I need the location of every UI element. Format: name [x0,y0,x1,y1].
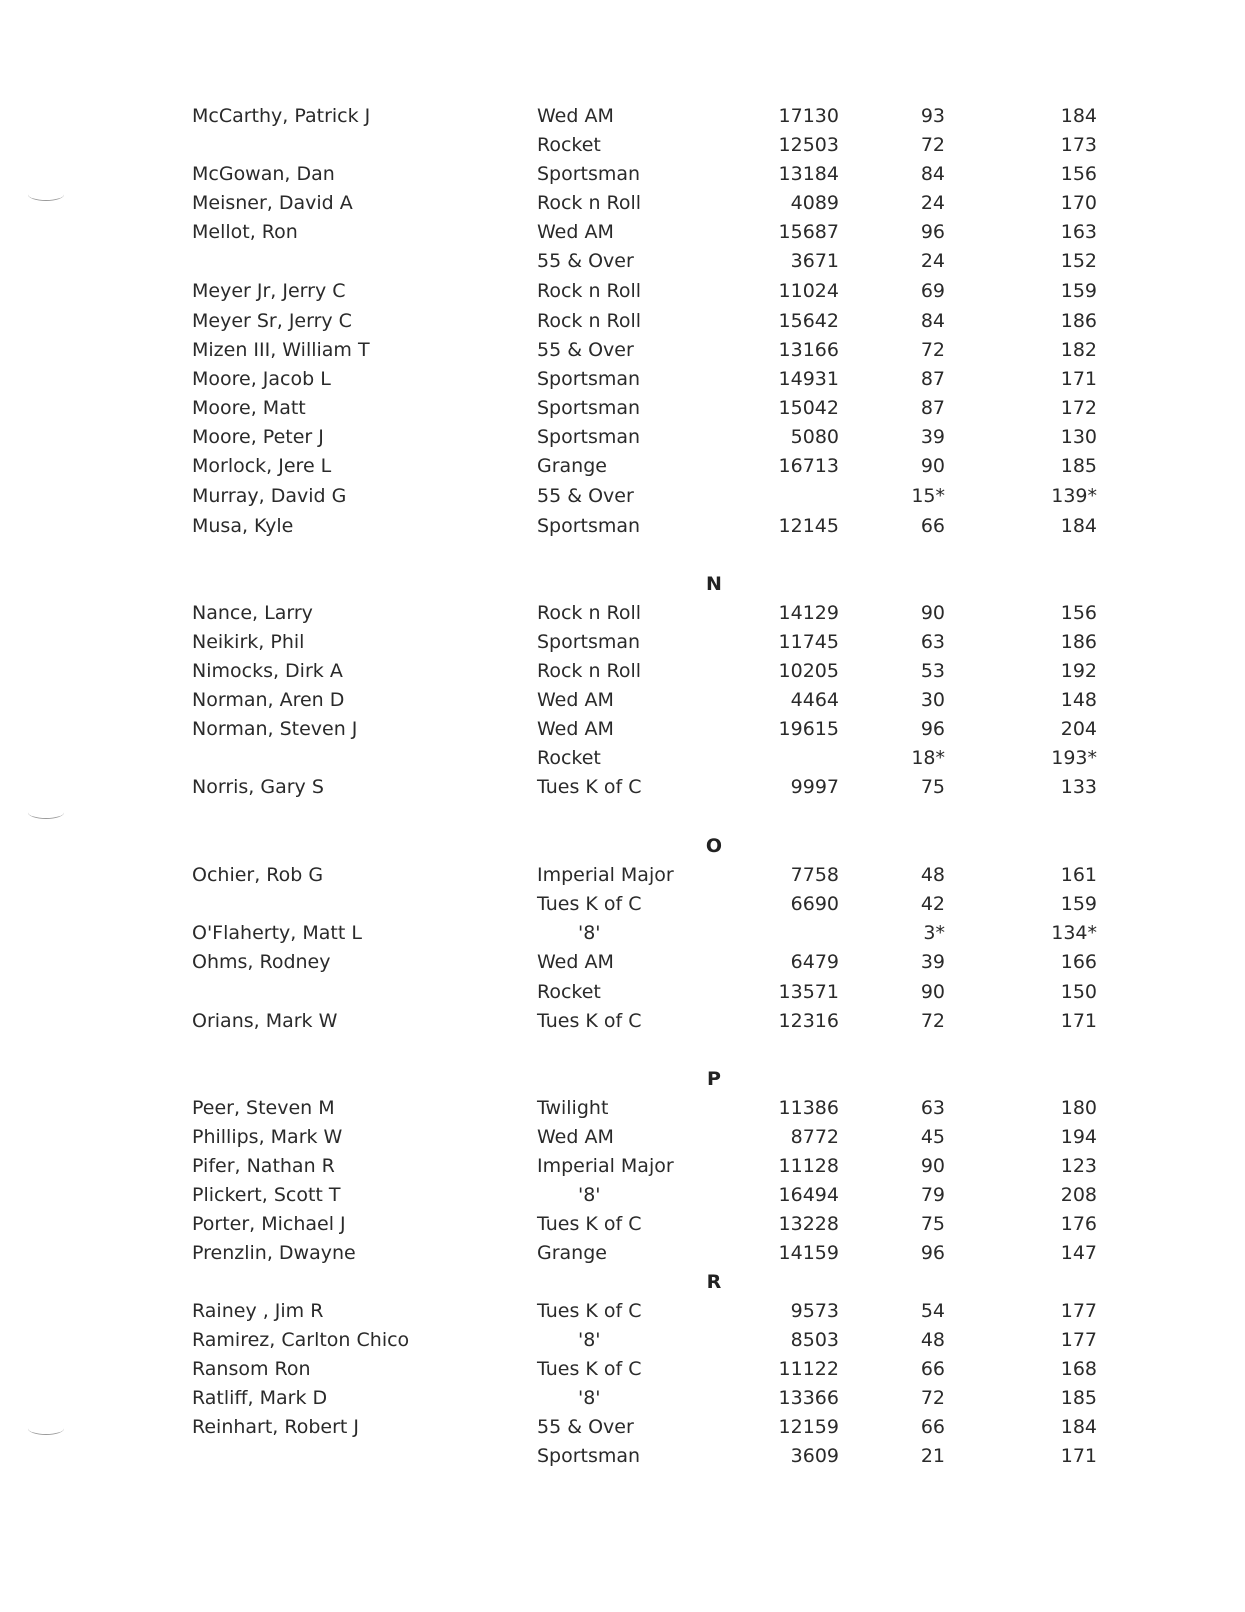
bowler-name: Peer, Steven M [192,1097,335,1119]
bowler-name: Rainey , Jim R [192,1300,324,1322]
average: 177 [1060,1329,1097,1351]
bowler-row [0,422,1245,452]
total-pins: 13366 [778,1387,839,1409]
total-pins: 13184 [778,163,839,185]
league-name: 55 & Over [537,485,634,507]
league-name: Rock n Roll [537,660,642,682]
games-bowled: 53 [920,660,945,682]
total-pins: 17130 [778,105,839,127]
bowler-row [0,947,1245,977]
league-name: Wed AM [537,105,614,127]
games-bowled: 18* [911,747,945,769]
average: 147 [1060,1242,1097,1264]
total-pins: 11128 [778,1155,839,1177]
games-bowled: 66 [920,515,945,537]
average: 186 [1060,631,1097,653]
bowler-name: Moore, Jacob L [192,368,331,390]
bowler-row [0,1238,1245,1268]
bowler-name: Mellot, Ron [192,221,298,243]
league-name: '8' [578,1387,601,1409]
games-bowled: 75 [920,776,945,798]
bowler-name: Meyer Sr, Jerry C [192,310,352,332]
league-name: Tues K of C [537,1300,642,1322]
bowler-name: Porter, Michael J [192,1213,346,1235]
games-bowled: 72 [920,134,945,156]
bowler-row [0,743,1245,773]
total-pins: 11024 [778,280,839,302]
average: 171 [1060,368,1097,390]
games-bowled: 3* [923,922,945,944]
league-name: Rocket [537,747,601,769]
games-bowled: 84 [920,163,945,185]
games-bowled: 72 [920,1387,945,1409]
average: 193* [1051,747,1097,769]
games-bowled: 24 [920,250,945,272]
bowler-row [0,246,1245,276]
average: 180 [1060,1097,1097,1119]
bowler-name: McCarthy, Patrick J [192,105,371,127]
league-name: '8' [578,1329,601,1351]
games-bowled: 90 [920,1155,945,1177]
league-name: Rocket [537,134,601,156]
games-bowled: 24 [920,192,945,214]
league-name: Twilight [537,1097,609,1119]
bowler-row [0,1180,1245,1210]
total-pins: 4089 [790,192,839,214]
average: 161 [1060,864,1097,886]
average: 168 [1060,1358,1097,1380]
league-name: Sportsman [537,397,641,419]
bowler-row [0,1093,1245,1123]
average: 150 [1060,981,1097,1003]
section-letter-heading: R [706,1271,722,1293]
average: 184 [1060,1416,1097,1438]
league-name: 55 & Over [537,1416,634,1438]
league-name: Rock n Roll [537,310,642,332]
league-name: 55 & Over [537,339,634,361]
total-pins: 14159 [778,1242,839,1264]
average: 123 [1060,1155,1097,1177]
average: 208 [1060,1184,1097,1206]
average: 185 [1060,1387,1097,1409]
games-bowled: 45 [920,1126,945,1148]
total-pins: 12316 [778,1010,839,1032]
average: 186 [1060,310,1097,332]
games-bowled: 21 [920,1445,945,1467]
league-name: Tues K of C [537,893,642,915]
games-bowled: 87 [920,397,945,419]
total-pins: 11122 [778,1358,839,1380]
bowler-row [0,276,1245,306]
average: 172 [1060,397,1097,419]
bowler-name: Ohms, Rodney [192,951,331,973]
bowler-name: Phillips, Mark W [192,1126,343,1148]
games-bowled: 63 [920,1097,945,1119]
bowler-name: Pifer, Nathan R [192,1155,335,1177]
bowler-row [0,1151,1245,1181]
section-letter-heading: P [707,1068,721,1090]
total-pins: 12145 [778,515,839,537]
bowler-row [0,977,1245,1007]
games-bowled: 48 [920,1329,945,1351]
average: 166 [1060,951,1097,973]
league-name: Sportsman [537,163,641,185]
bowler-row [0,1325,1245,1355]
total-pins: 15642 [778,310,839,332]
total-pins: 3609 [790,1445,839,1467]
total-pins: 8503 [790,1329,839,1351]
bowler-name: Norman, Aren D [192,689,345,711]
league-name: Grange [537,455,607,477]
bowler-name: Orians, Mark W [192,1010,338,1032]
league-name: Wed AM [537,718,614,740]
league-name: Sportsman [537,515,641,537]
games-bowled: 84 [920,310,945,332]
total-pins: 12159 [778,1416,839,1438]
bowler-row [0,1441,1245,1471]
bowler-row [0,451,1245,481]
average: 130 [1060,426,1097,448]
games-bowled: 87 [920,368,945,390]
total-pins: 12503 [778,134,839,156]
league-name: Rock n Roll [537,602,642,624]
punch-hole-mark [28,806,64,819]
games-bowled: 54 [920,1300,945,1322]
bowler-name: Ramirez, Carlton Chico [192,1329,410,1351]
games-bowled: 72 [920,1010,945,1032]
games-bowled: 93 [920,105,945,127]
total-pins: 6690 [790,893,839,915]
bowler-row [0,159,1245,189]
bowler-row [0,1122,1245,1152]
bowler-name: Norman, Steven J [192,718,358,740]
total-pins: 9997 [790,776,839,798]
average: 204 [1060,718,1097,740]
bowler-name: Ransom Ron [192,1358,311,1380]
games-bowled: 90 [920,981,945,1003]
average: 185 [1060,455,1097,477]
games-bowled: 42 [920,893,945,915]
bowler-row [0,364,1245,394]
average: 133 [1060,776,1097,798]
bowler-row [0,685,1245,715]
bowler-name: Reinhart, Robert J [192,1416,360,1438]
average: 171 [1060,1445,1097,1467]
league-name: Tues K of C [537,1213,642,1235]
league-name: Tues K of C [537,1010,642,1032]
average: 177 [1060,1300,1097,1322]
bowler-row [0,335,1245,365]
games-bowled: 96 [920,221,945,243]
bowler-row [0,1354,1245,1384]
bowler-name: Musa, Kyle [192,515,294,537]
games-bowled: 63 [920,631,945,653]
league-name: 55 & Over [537,250,634,272]
bowler-row [0,1006,1245,1036]
bowler-row [0,1296,1245,1326]
total-pins: 3671 [790,250,839,272]
total-pins: 16713 [778,455,839,477]
bowler-name: Moore, Peter J [192,426,324,448]
section-letter-heading: N [706,573,722,595]
bowler-name: Plickert, Scott T [192,1184,341,1206]
games-bowled: 69 [920,280,945,302]
bowler-row [0,889,1245,919]
games-bowled: 66 [920,1358,945,1380]
bowler-row [0,656,1245,686]
average: 139* [1051,485,1097,507]
games-bowled: 96 [920,718,945,740]
average: 176 [1060,1213,1097,1235]
total-pins: 9573 [790,1300,839,1322]
games-bowled: 39 [920,426,945,448]
average: 134* [1051,922,1097,944]
total-pins: 16494 [778,1184,839,1206]
games-bowled: 66 [920,1416,945,1438]
bowler-name: Nance, Larry [192,602,313,624]
average: 194 [1060,1126,1097,1148]
bowler-row [0,772,1245,802]
average: 159 [1060,280,1097,302]
league-name: '8' [578,1184,601,1206]
bowler-name: Ochier, Rob G [192,864,324,886]
bowler-name: Meisner, David A [192,192,353,214]
games-bowled: 90 [920,602,945,624]
league-name: Grange [537,1242,607,1264]
bowler-row [0,481,1245,511]
games-bowled: 79 [920,1184,945,1206]
bowler-row [0,1412,1245,1442]
bowler-row [0,130,1245,160]
total-pins: 6479 [790,951,839,973]
total-pins: 11745 [778,631,839,653]
total-pins: 15042 [778,397,839,419]
league-name: Sportsman [537,368,641,390]
games-bowled: 39 [920,951,945,973]
bowler-row [0,306,1245,336]
average: 148 [1060,689,1097,711]
total-pins: 5080 [790,426,839,448]
average: 192 [1060,660,1097,682]
league-name: Wed AM [537,221,614,243]
league-name: '8' [578,922,601,944]
total-pins: 19615 [778,718,839,740]
total-pins: 4464 [790,689,839,711]
bowler-row [0,627,1245,657]
league-name: Wed AM [537,1126,614,1148]
games-bowled: 15* [911,485,945,507]
bowler-row [0,101,1245,131]
league-name: Rock n Roll [537,192,642,214]
average: 156 [1060,163,1097,185]
games-bowled: 72 [920,339,945,361]
games-bowled: 96 [920,1242,945,1264]
average: 170 [1060,192,1097,214]
bowler-row [0,393,1245,423]
average: 171 [1060,1010,1097,1032]
games-bowled: 90 [920,455,945,477]
league-name: Rocket [537,981,601,1003]
average: 159 [1060,893,1097,915]
average: 156 [1060,602,1097,624]
total-pins: 15687 [778,221,839,243]
bowler-name: Morlock, Jere L [192,455,332,477]
total-pins: 14129 [778,602,839,624]
bowler-row [0,860,1245,890]
games-bowled: 48 [920,864,945,886]
bowler-row [0,188,1245,218]
bowler-row [0,1383,1245,1413]
games-bowled: 30 [920,689,945,711]
section-letter-heading: O [705,835,723,857]
bowler-row [0,918,1245,948]
total-pins: 10205 [778,660,839,682]
games-bowled: 75 [920,1213,945,1235]
league-name: Tues K of C [537,776,642,798]
bowler-row [0,714,1245,744]
league-name: Tues K of C [537,1358,642,1380]
league-name: Wed AM [537,951,614,973]
total-pins: 14931 [778,368,839,390]
bowler-row [0,598,1245,628]
bowler-name: Meyer Jr, Jerry C [192,280,346,302]
bowler-name: Nimocks, Dirk A [192,660,343,682]
bowler-row [0,217,1245,247]
total-pins: 13228 [778,1213,839,1235]
league-name: Sportsman [537,1445,641,1467]
total-pins: 8772 [790,1126,839,1148]
total-pins: 11386 [778,1097,839,1119]
bowler-name: Ratliff, Mark D [192,1387,328,1409]
total-pins: 13166 [778,339,839,361]
average: 163 [1060,221,1097,243]
league-name: Sportsman [537,426,641,448]
bowler-name: Mizen III, William T [192,339,370,361]
bowler-name: Neikirk, Phil [192,631,305,653]
league-name: Wed AM [537,689,614,711]
average: 184 [1060,515,1097,537]
bowler-row [0,1209,1245,1239]
total-pins: 7758 [790,864,839,886]
average: 182 [1060,339,1097,361]
average: 152 [1060,250,1097,272]
average: 173 [1060,134,1097,156]
league-name: Rock n Roll [537,280,642,302]
bowler-name: O'Flaherty, Matt L [192,922,362,944]
total-pins: 13571 [778,981,839,1003]
bowler-name: McGowan, Dan [192,163,335,185]
average: 184 [1060,105,1097,127]
league-name: Imperial Major [537,864,674,886]
bowler-name: Prenzlin, Dwayne [192,1242,356,1264]
bowler-row [0,511,1245,541]
bowler-name: Murray, David G [192,485,347,507]
bowler-name: Norris, Gary S [192,776,324,798]
league-name: Sportsman [537,631,641,653]
bowler-name: Moore, Matt [192,397,306,419]
league-name: Imperial Major [537,1155,674,1177]
